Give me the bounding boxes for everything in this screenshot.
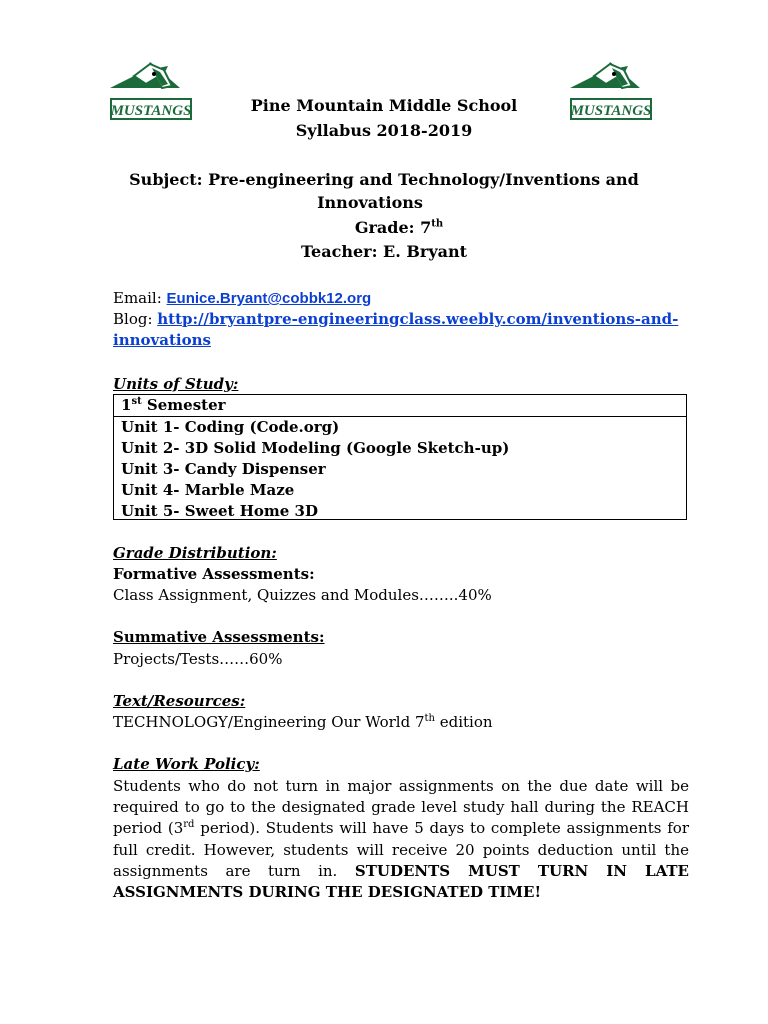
- email-label: Email:: [113, 289, 167, 307]
- summative-heading: Summative Assessments:: [113, 628, 325, 646]
- blog-line-2: [113, 330, 211, 351]
- semester-header: 1st Semester: [114, 395, 686, 417]
- formative-heading: Formative Assessments:: [113, 565, 315, 583]
- subject-line-2: Innovations: [317, 193, 423, 212]
- unit-row: Unit 4- Marble Maze: [121, 481, 295, 499]
- svg-text:MUSTANGS: MUSTANGS: [570, 103, 652, 119]
- units-table: [113, 394, 687, 520]
- email-link[interactable]: Eunice.Bryant@cobbk12.org: [166, 290, 372, 307]
- unit-row: Unit 3- Candy Dispenser: [121, 460, 326, 478]
- unit-row: Unit 1- Coding (Code.org): [121, 418, 340, 436]
- resources-heading: Text/Resources:: [113, 692, 246, 710]
- blog-line: [113, 309, 678, 330]
- resources-text: TECHNOLOGY/Engineering Our World 7th edition: [113, 713, 493, 731]
- syllabus-year: Syllabus 2018-2019: [295, 121, 473, 140]
- email-line: [113, 288, 371, 309]
- subject-line-1: Subject: Pre-engineering and Technology/Inventions and: [129, 170, 639, 189]
- svg-text:MUSTANGS: MUSTANGS: [110, 103, 192, 119]
- grade-distribution-heading: Grade Distribution:: [113, 544, 277, 562]
- teacher-line: Teacher: E. Bryant: [300, 242, 468, 261]
- grade-line: Grade: 7th: [354, 218, 444, 237]
- blog-link-continued[interactable]: innovations: [113, 331, 211, 349]
- unit-row: Unit 2- 3D Solid Modeling (Google Sketch-up): [121, 439, 510, 457]
- late-work-heading: Late Work Policy:: [113, 755, 260, 773]
- unit-row: Unit 5- Sweet Home 3D: [121, 502, 318, 520]
- late-work-paragraph: Students who do not turn in major assignments on the due date will be required to go to the designated grade level study hall during the REACH period (3rd period). Students will have 5 days to complete assignments for full credit. However, students will receive 20 points deduction until the assignments are turn in. STUDENTS MUST TURN IN LATE ASSIGNMENTS DURING THE DESIGNATED TIME!: [113, 777, 689, 902]
- units-heading: Units of Study:: [113, 375, 239, 393]
- school-name: Pine Mountain Middle School: [250, 96, 518, 115]
- blog-link[interactable]: http://bryantpre-engineeringclass.weebly.com/inventions-and-: [157, 310, 679, 328]
- summative-text: Projects/Tests……60%: [113, 650, 283, 668]
- blog-label: Blog:: [113, 310, 158, 328]
- formative-text: Class Assignment, Quizzes and Modules……..40%: [113, 586, 492, 604]
